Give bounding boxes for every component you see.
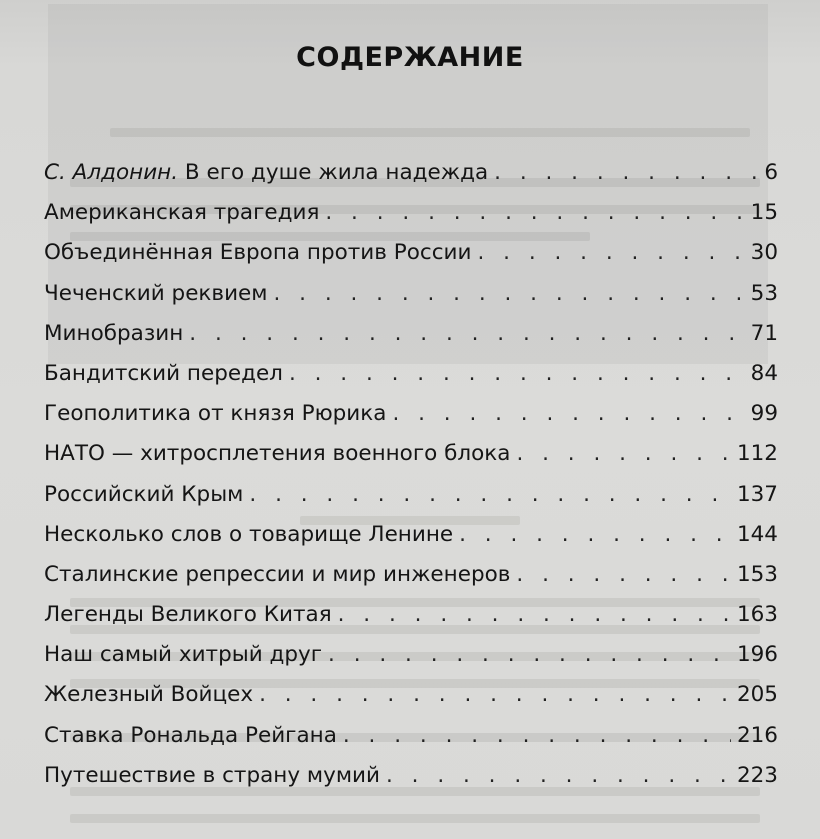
toc-entry [44,321,778,361]
toc-entry [44,441,778,481]
toc-leader-dots [392,401,744,426]
toc-entry-title-text: Объединённая Европа против России [44,240,472,266]
toc-entry [44,723,778,763]
toc-entry [44,482,778,522]
toc-entry-title [44,682,253,707]
toc-leader-dots [325,200,744,225]
toc-entry-page-number: 53 [750,280,778,306]
toc-leader-dots [516,562,731,587]
toc-entry-title [44,160,488,185]
toc-entry [44,602,778,642]
toc-entry-title-text: Российский Крым [44,481,244,507]
toc-entry-page-number: 216 [736,722,778,748]
toc-entry-title-text: Сталинские репрессии и мир инженеров [44,561,511,587]
toc-entry-title-text: Чеченский реквием [44,280,268,306]
toc-entry-page-number: 153 [736,561,778,587]
toc-entry [44,642,778,682]
table-of-contents [44,160,778,803]
toc-entry [44,240,778,280]
toc-entry-title-text: Несколько слов о товарище Ленине [44,521,454,547]
toc-leader-dots [249,482,731,507]
toc-entry-page-number: 137 [736,481,778,507]
toc-leader-dots [274,281,745,306]
toc-leader-dots [459,522,731,547]
toc-entry [44,401,778,441]
toc-entry-title-text: Путешествие в страну мумий [44,762,380,788]
toc-entry [44,160,778,200]
toc-leader-dots [328,642,731,667]
toc-entry-page-number: 6 [764,160,778,185]
toc-entry-title-text: Минобразин [44,320,184,346]
toc-entry-title [44,602,332,627]
toc-leader-dots [343,723,731,748]
toc-entry-title-text: Ставка Рональда Рейгана [44,722,337,748]
toc-entry-page-number: 223 [736,762,778,788]
toc-entry-page-number: 205 [736,682,778,708]
toc-entry-title [44,321,183,346]
toc-entry-title [44,482,243,507]
toc-entry-page-number: 112 [736,441,778,467]
toc-entry-page-number: 99 [750,401,778,427]
toc-entry-page-number: 30 [750,240,778,266]
toc-entry-page-number: 84 [750,360,778,386]
toc-entry-title-text: Бандитский передел [44,360,283,386]
toc-entry [44,562,778,602]
toc-entry-title [44,763,380,788]
toc-entry-title [44,642,322,667]
toc-entry-title [44,240,471,265]
toc-entry-title [44,522,453,547]
toc-entry-title [44,723,337,748]
toc-entry-page-number: 144 [736,521,778,547]
toc-leader-dots [338,602,731,627]
toc-entry-page-number: 196 [736,642,778,668]
toc-entry [44,682,778,722]
toc-entry-title [44,361,283,386]
toc-entry-title-text: Геополитика от князя Рюрика [44,401,387,427]
toc-entry [44,522,778,562]
toc-leader-dots [386,763,731,788]
toc-leader-dots [516,441,731,466]
toc-entry-title-text: Наш самый хитрый друг [44,642,323,668]
toc-entry-title [44,281,268,306]
toc-entry-title [44,441,510,466]
toc-entry [44,763,778,803]
ghost-line [70,814,760,823]
toc-entry-author: С. Алдонин. [44,160,179,185]
toc-entry-title-text: Железный Войцех [44,682,254,708]
toc-leader-dots [477,240,744,265]
toc-entry [44,281,778,321]
toc-leader-dots [289,361,745,386]
toc-entry-title [44,200,319,225]
toc-leader-dots [259,682,731,707]
toc-entry-page-number: 15 [750,200,778,226]
toc-entry [44,361,778,401]
toc-entry-title-text: В его душе жила надежда [178,160,489,185]
toc-leader-dots [494,160,758,185]
page-title: СОДЕРЖАНИЕ [296,42,524,73]
toc-leader-dots [189,321,744,346]
toc-entry-title [44,562,510,587]
toc-entry-title-text: Американская трагедия [44,200,320,226]
toc-entry-title [44,401,386,426]
ghost-line [110,128,750,137]
toc-entry-title-text: НАТО — хитросплетения военного блока [44,441,511,467]
toc-entry-title-text: Легенды Великого Китая [44,602,332,628]
toc-entry-page-number: 71 [750,320,778,346]
toc-entry [44,200,778,240]
toc-entry-page-number: 163 [736,602,778,628]
